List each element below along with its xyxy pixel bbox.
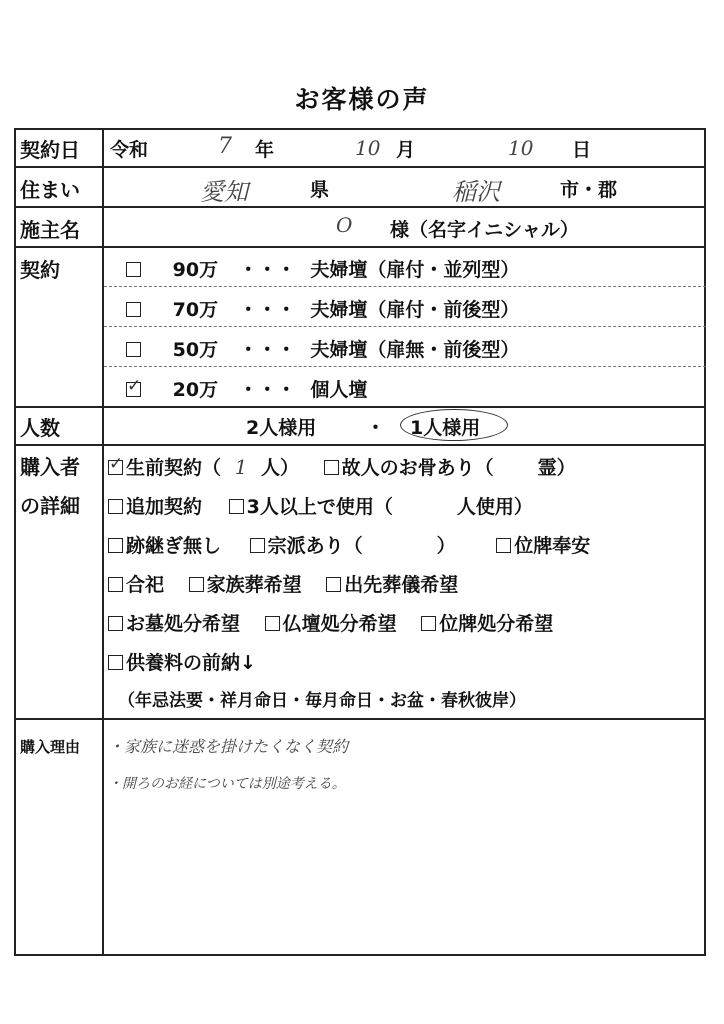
label-people: 人数 — [20, 416, 60, 440]
label-reason: 購入理由 — [20, 738, 81, 756]
checkbox-20[interactable] — [126, 376, 142, 397]
detail-row-5: お墓処分希望 仏壇処分希望 位牌処分希望 — [108, 609, 553, 636]
reason-line-2: ・開ろのお経については別途考える。 — [108, 776, 346, 792]
dotted-divider — [104, 286, 706, 287]
checkbox-pre-need[interactable] — [108, 454, 124, 475]
checkbox-additional[interactable] — [108, 499, 123, 514]
contract-option-70: 70万 ・・・ 夫婦壇（扉付・前後型） — [126, 295, 519, 322]
row-divider — [14, 166, 706, 168]
label-column-divider — [102, 128, 104, 956]
checkbox-ihai[interactable] — [496, 538, 511, 553]
checkbox-90[interactable] — [126, 262, 141, 277]
label-contract-date: 契約日 — [20, 138, 80, 162]
row-divider — [14, 246, 706, 248]
prefecture-unit: 県 — [310, 179, 330, 201]
checkbox-family-funeral[interactable] — [189, 577, 204, 592]
checkmark-icon: ✓ — [127, 376, 142, 396]
checkmark-icon: ✓ — [109, 454, 124, 474]
row-divider — [14, 206, 706, 208]
memorials-note: （年忌法要・祥月命日・毎月命日・お盆・春秋彼岸） — [118, 691, 526, 711]
detail-row-3: 跡継ぎ無し 宗派あり（ ） 位牌奉安 — [108, 531, 590, 558]
year-value: 7 — [218, 134, 232, 159]
checkbox-prepay[interactable] — [108, 655, 123, 670]
applicant-initial: O — [336, 213, 353, 237]
label-address: 住まい — [20, 178, 80, 202]
contract-option-20: ✓ 20万 ・・・ 個人壇 — [127, 376, 368, 401]
detail-row-4: 合祀 家族葬希望 出先葬儀希望 — [108, 570, 458, 597]
dotted-divider — [104, 366, 706, 367]
checkbox-no-successor[interactable] — [108, 538, 123, 553]
checkbox-remote-funeral[interactable] — [326, 577, 341, 592]
checkbox-goushi[interactable] — [108, 577, 123, 592]
detail-row-6: 供養料の前納↓ — [108, 648, 256, 675]
row-divider — [14, 406, 706, 408]
detail-row-1: ✓ 生前契約（ 1 人） 故人のお骨あり（ 霊） — [109, 454, 576, 479]
prefecture-value: 愛知 — [200, 178, 248, 206]
month-unit: 月 — [396, 139, 416, 161]
selection-circle-icon — [400, 409, 508, 441]
label-purchaser-details-2: の詳細 — [20, 494, 80, 518]
detail-row-2: 追加契約 3人以上で使用（ 人使用） — [108, 492, 533, 519]
row-divider — [14, 718, 706, 720]
checkbox-butsudan-disposal[interactable] — [265, 616, 280, 631]
contract-option-50: 50万 ・・・ 夫婦壇（扉無・前後型） — [126, 335, 519, 362]
month-value: 10 — [355, 136, 381, 160]
city-unit: 市・郡 — [560, 179, 618, 201]
day-value: 10 — [508, 136, 534, 160]
year-unit: 年 — [255, 139, 275, 161]
reason-line-1: ・家族に迷惑を掛けたくなく契約 — [108, 737, 349, 756]
label-applicant: 施主名 — [20, 218, 80, 242]
label-purchaser-details-1: 購入者 — [20, 455, 80, 479]
people-one[interactable]: 1人様用 — [410, 417, 481, 439]
row-divider — [14, 444, 706, 446]
checkbox-sect[interactable] — [250, 538, 265, 553]
contract-option-90: 90万 ・・・ 夫婦壇（扉付・並列型） — [126, 255, 519, 282]
checkbox-ashes[interactable] — [324, 460, 339, 475]
page-title: お客様の声 — [294, 85, 430, 114]
people-two[interactable]: 2人様用 — [246, 417, 317, 439]
dotted-divider — [104, 326, 706, 327]
checkbox-ihai-disposal[interactable] — [421, 616, 436, 631]
checkbox-three-plus[interactable] — [229, 499, 244, 514]
city-value: 稲沢 — [452, 178, 500, 206]
checkbox-70[interactable] — [126, 302, 141, 317]
era-label: 令和 — [110, 139, 149, 161]
checkbox-grave-disposal[interactable] — [108, 616, 123, 631]
label-contract: 契約 — [20, 258, 60, 282]
day-unit: 日 — [572, 139, 592, 161]
applicant-suffix: 様（名字イニシャル） — [390, 219, 579, 241]
checkbox-50[interactable] — [126, 342, 141, 357]
people-separator: ・ — [366, 417, 386, 439]
